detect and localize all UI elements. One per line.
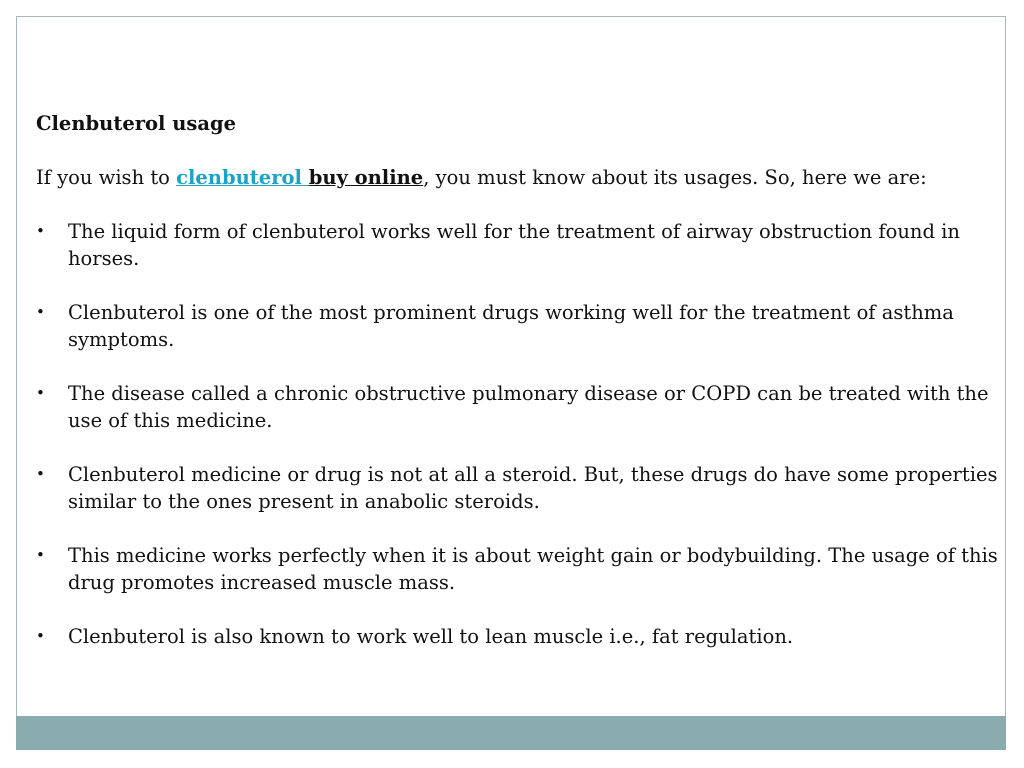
list-item-text: Clenbuterol is also known to work well to lean muscle i.e., fat regulation. (68, 625, 794, 648)
usage-bullet-list (36, 218, 998, 650)
bullet-icon: • (36, 627, 45, 645)
list-item (36, 623, 998, 650)
list-item (36, 218, 998, 272)
list-item-text: This medicine works perfectly when it is about weight gain or bodybuilding. The usage of this drug promotes increased muscle mass. (68, 544, 998, 594)
list-item (36, 461, 998, 515)
bullet-icon: • (36, 303, 45, 321)
intro-text-before: If you wish to (36, 166, 177, 189)
list-item (36, 380, 998, 434)
section-heading: Clenbuterol usage (36, 112, 237, 135)
list-item-text: The liquid form of clenbuterol works well for the treatment of airway obstruction found in horses. (68, 220, 960, 270)
intro-paragraph (36, 164, 998, 191)
clenbuterol-link[interactable]: clenbuterol (176, 166, 309, 189)
list-item-text: Clenbuterol is one of the most prominent drugs working well for the treatment of asthma symptoms. (68, 301, 954, 351)
list-item (36, 299, 998, 353)
bullet-icon: • (36, 222, 45, 240)
list-item-text: Clenbuterol medicine or drug is not at all a steroid. But, these drugs do have some properties similar to the ones present in anabolic steroids. (68, 463, 998, 513)
bullet-icon: • (36, 546, 45, 564)
bullet-icon: • (36, 384, 45, 402)
footer-bar (16, 716, 1006, 750)
list-item (36, 542, 998, 596)
intro-text-after: , you must know about its usages. So, here we are: (423, 166, 927, 189)
buy-online-link[interactable]: buy online (308, 166, 424, 189)
slide-content (36, 110, 998, 677)
bullet-icon: • (36, 465, 45, 483)
list-item-text: The disease called a chronic obstructive pulmonary disease or COPD can be treated with the use of this medicine. (68, 382, 989, 432)
